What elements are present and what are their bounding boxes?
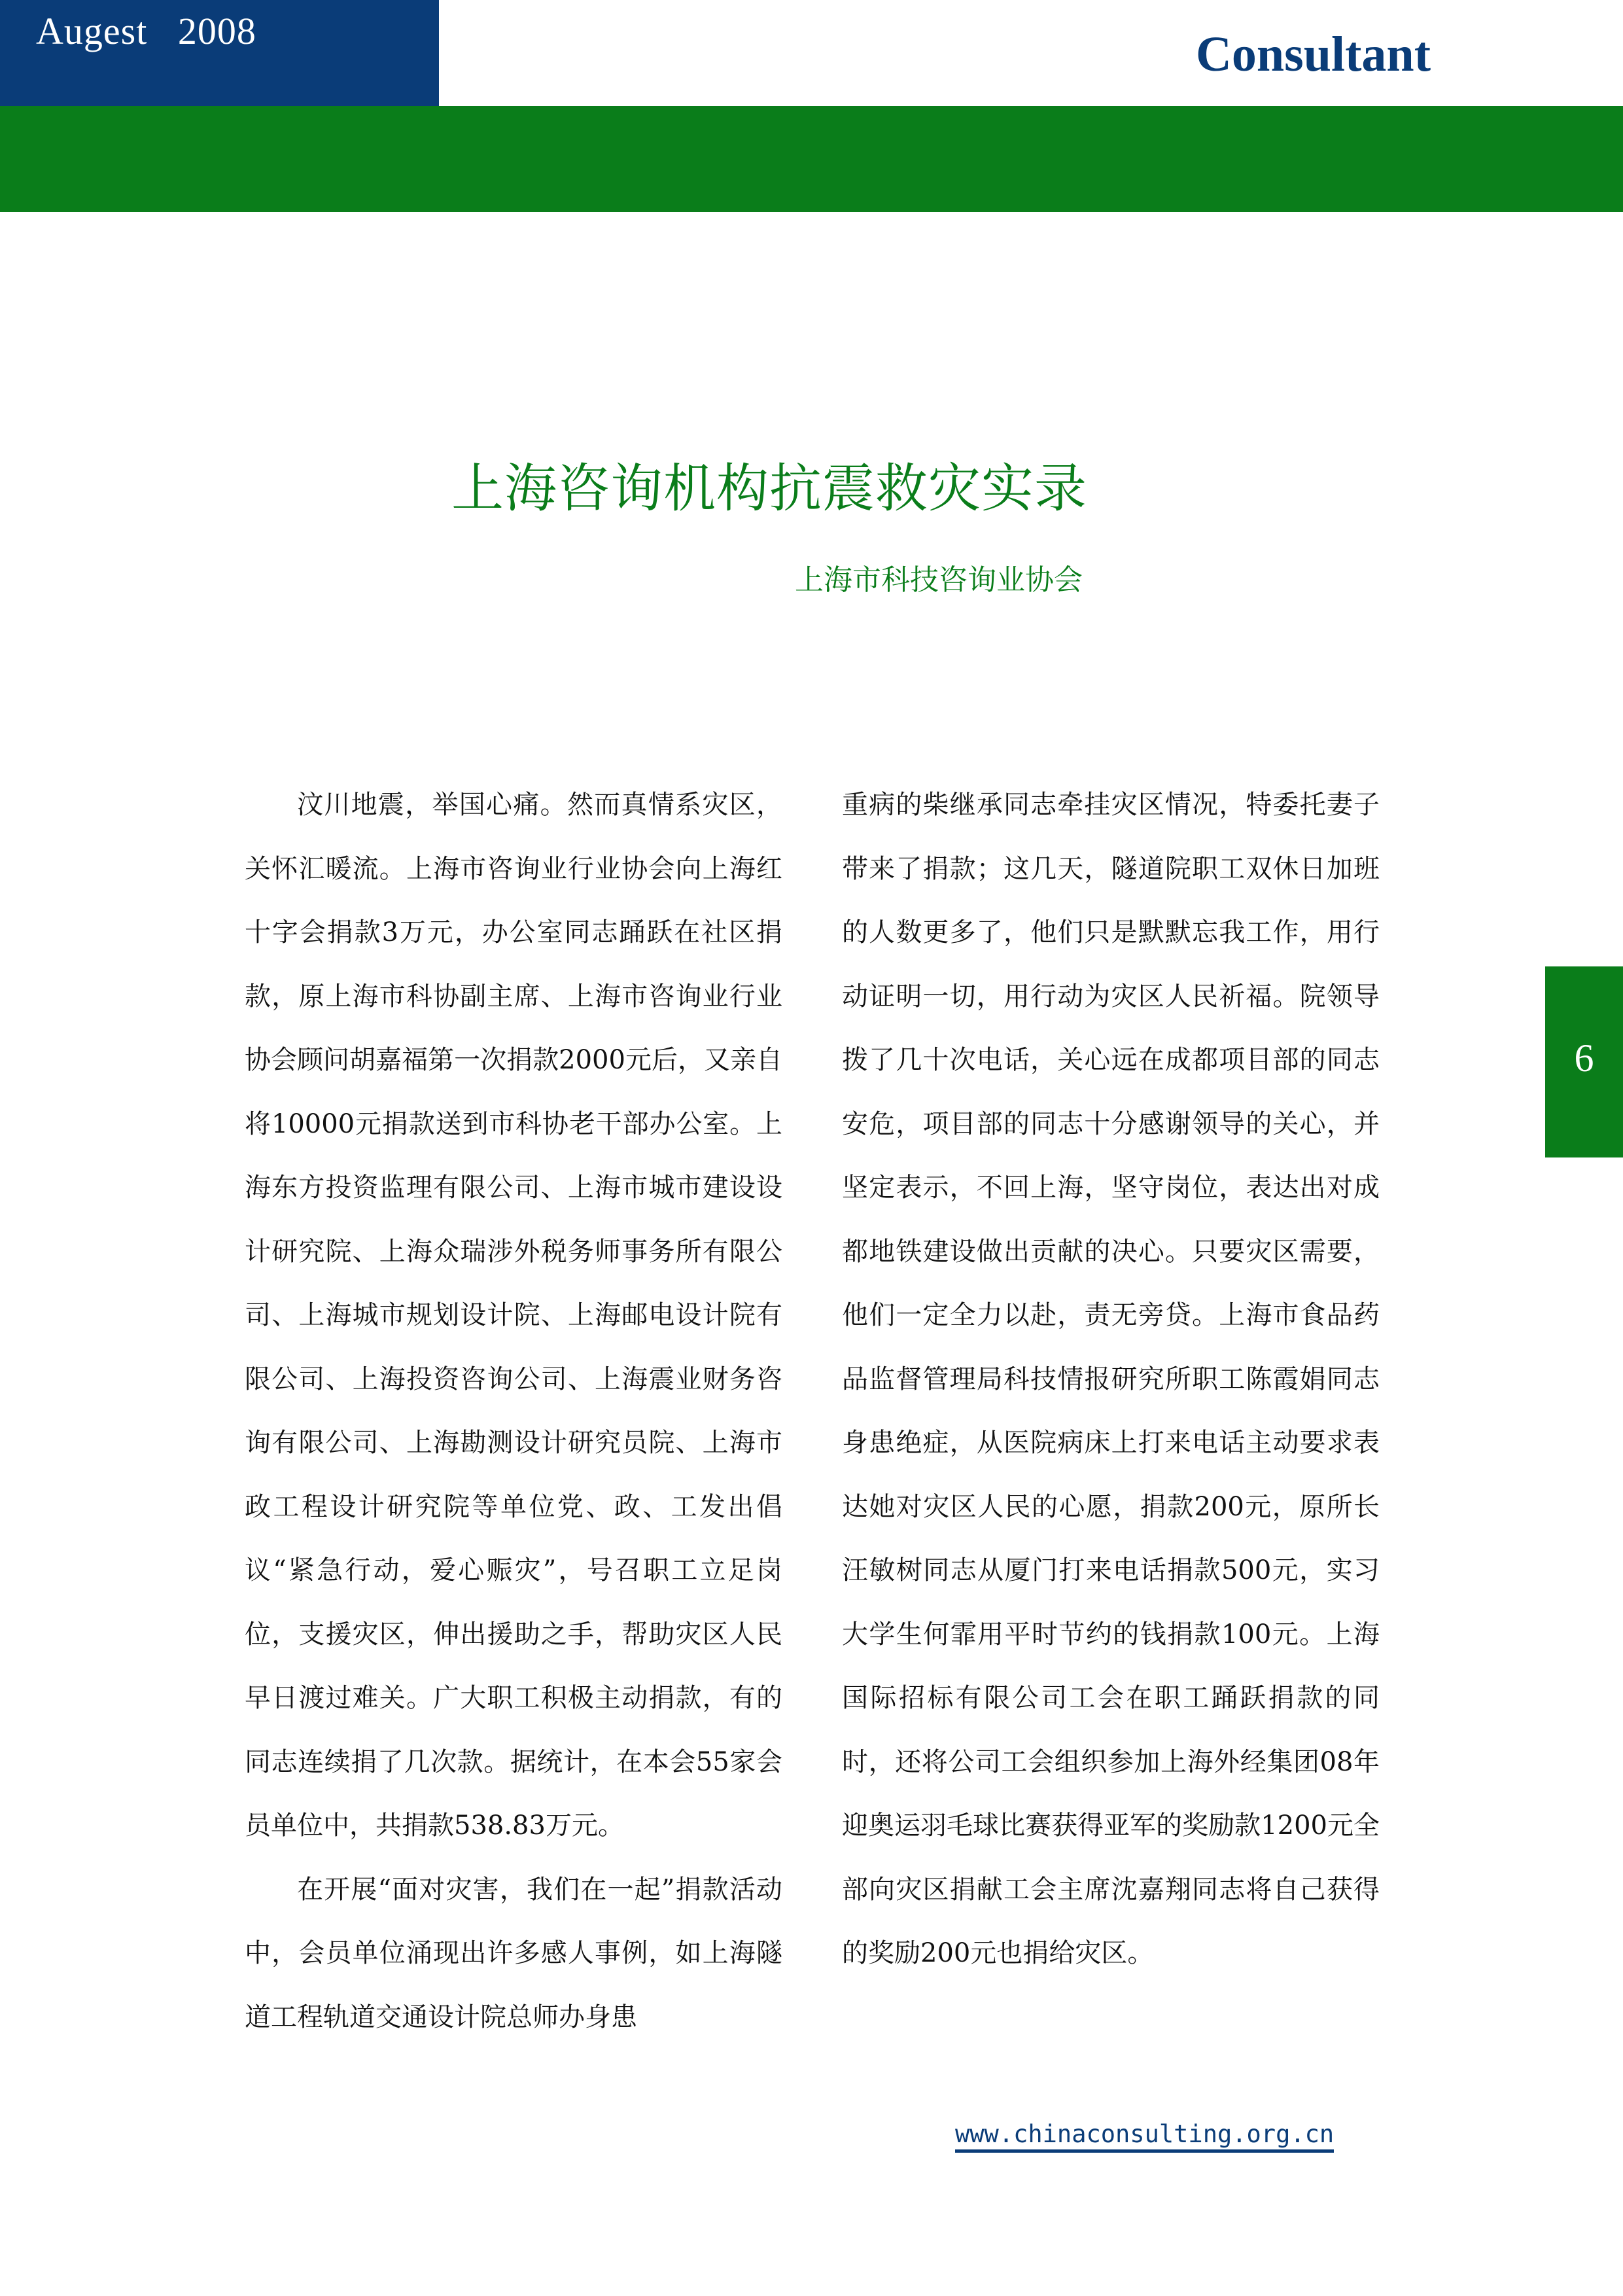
website-link[interactable]: www.chinaconsulting.org.cn <box>955 2120 1334 2153</box>
header-date-box <box>0 0 439 106</box>
header-green-band <box>0 106 1623 212</box>
article-column-left <box>245 773 782 2049</box>
magazine-label: Consultant <box>1196 27 1431 82</box>
article-title: 上海咨询机构抗震救灾实录 <box>451 458 1087 519</box>
article-paragraph: 汶川地震，举国心痛。然而真情系灾区，关怀汇暖流。上海市咨询业行业协会向上海红十字会捐款3万元，办公室同志踊跃在社区捐款，原上海市科协副主席、上海市咨询业行业协会顾问胡嘉福第一次捐款2000元后，又亲自将10000元捐款送到市科协老干部办公室。上海东方投资监理有限公司、上海市城市建设设计研究院、上海众瑞涉外税务师事务所有限公司、上海城市规划设计院、上海邮电设计院有限公司、上海投资咨询公司、上海震业财务咨询有限公司、上海勘测设计研究员院、上海市政工程设计研究院等单位党、政、工发出倡议“紧急行动，爱心赈灾”，号召职工立足岗位，支援灾区，伸出援助之手，帮助灾区人民早日渡过难关。广大职工积极主动捐款，有的同志连续捐了几次款。据统计，在本会55家会员单位中，共捐款538.83万元。 <box>245 790 782 1841</box>
article-paragraph: 在开展“面对灾害，我们在一起”捐款活动中，会员单位涌现出许多感人事例，如上海隧道工程轨道交通设计院总师办身患 <box>245 1874 782 2032</box>
article-author: 上海市科技咨询业协会 <box>795 563 1083 597</box>
article-paragraph: 重病的柴继承同志牵挂灾区情况，特委托妻子带来了捐款；这几天，隧道院职工双休日加班的人数更多了，他们只是默默忘我工作，用行动证明一切，用行动为灾区人民祈福。院领导拨了几十次电话，关心远在成都项目部的同志安危，项目部的同志十分感谢领导的关心，并坚定表示，不回上海，坚守岗位，表达出对成都地铁建设做出贡献的决心。只要灾区需要，他们一定全力以赴，责无旁贷。上海市食品药品监督管理局科技情报研究所职工陈霞娟同志身患绝症，从医院病床上打来电话主动要求表达她对灾区人民的心愿，捐款200元，原所长汪敏树同志从厦门打来电话捐款500元，实习大学生何霏用平时节约的钱捐款100元。上海国际招标有限公司工会在职工踊跃捐款的同时，还将公司工会组织参加上海外经集团08年迎奥运羽毛球比赛获得亚军的奖励款1200元全部向灾区捐献工会主席沈嘉翔同志将自己获得的奖励200元也捐给灾区。 <box>842 790 1380 1968</box>
page-number: 6 <box>1574 1036 1594 1080</box>
article-column-right <box>842 773 1380 1986</box>
issue-date: Augest 2008 <box>36 10 256 52</box>
page-number-tab <box>1545 966 1623 1157</box>
